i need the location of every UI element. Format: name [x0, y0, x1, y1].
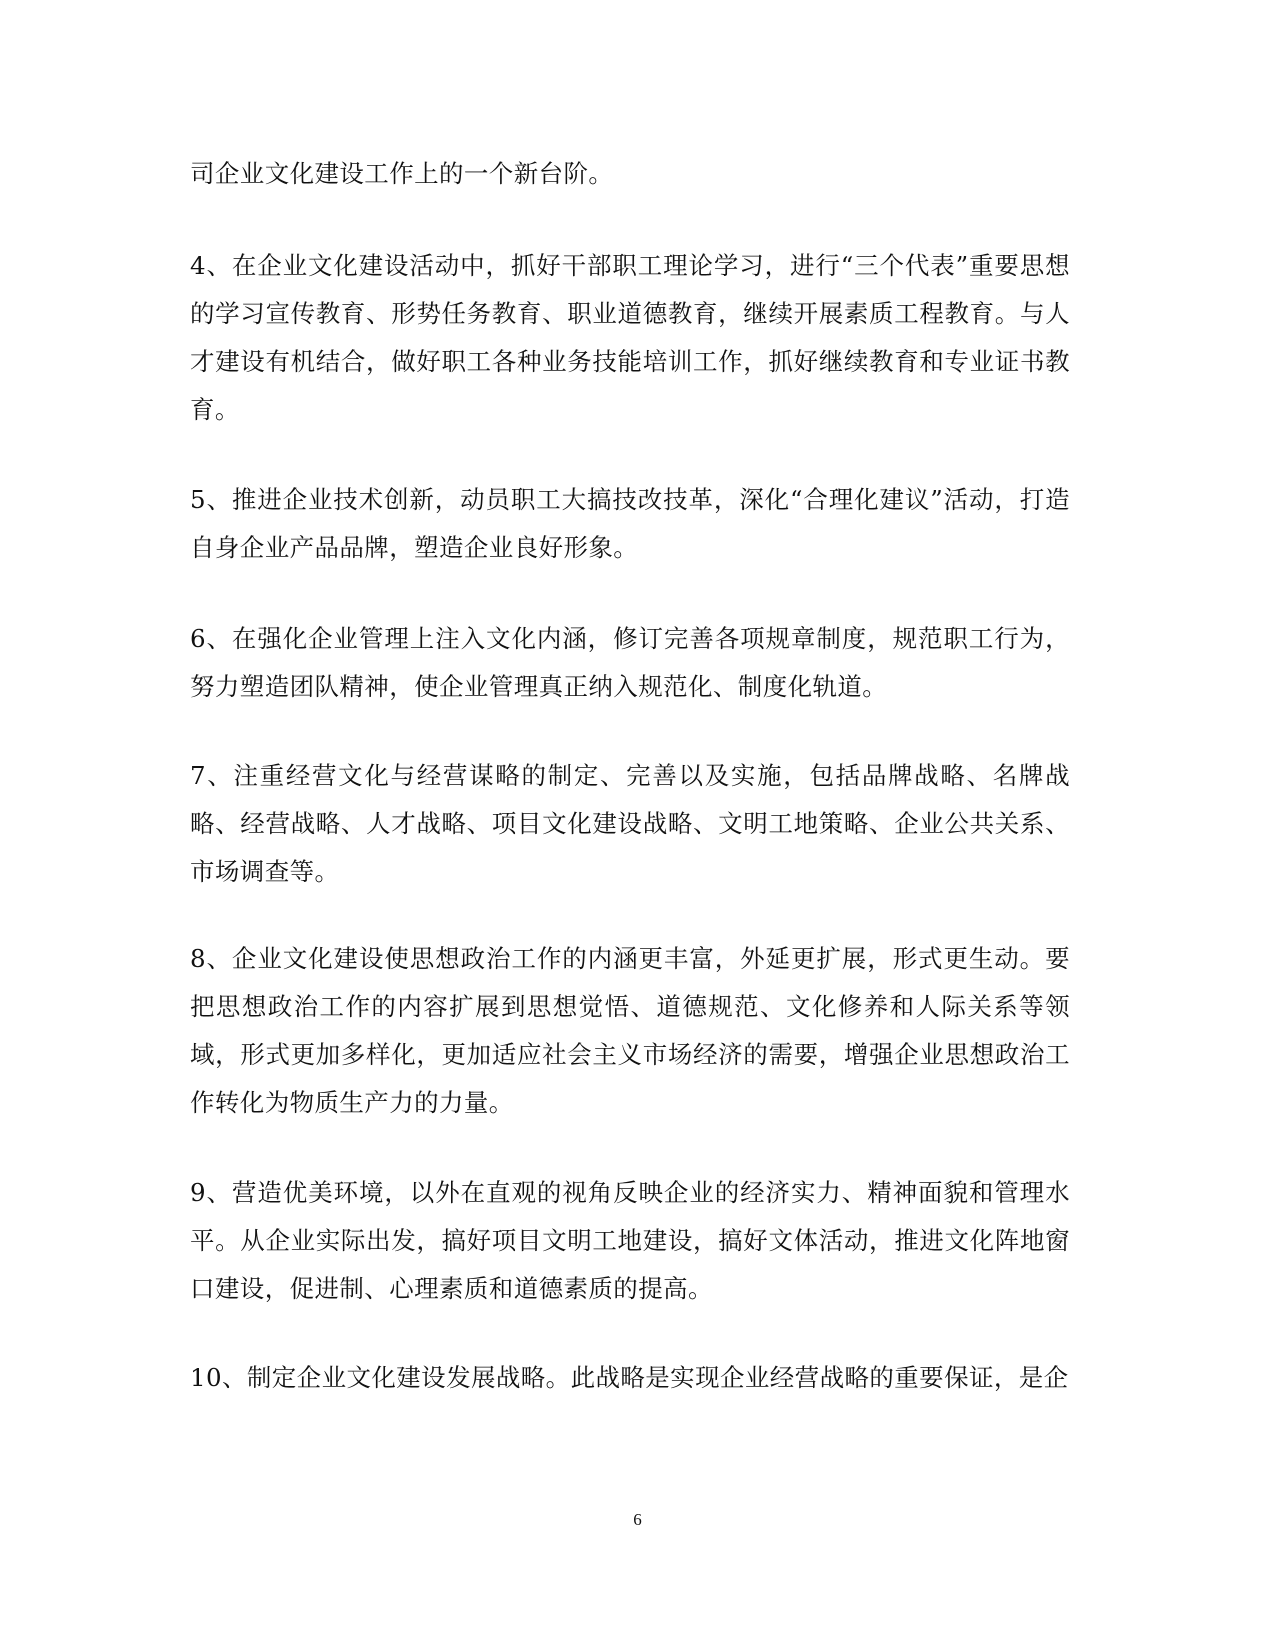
paragraph-item-10: 10、制定企业文化建设发展战略。此战略是实现企业经营战略的重要保证，是企	[190, 1363, 1069, 1392]
paragraph-item-8: 8、企业文化建设使思想政治工作的内涵更丰富，外延更扩展，形式更生动。要把思想政治工作的内容扩展到思想觉悟、道德规范、文化修养和人际关系等领域，形式更加多样化，更加适应社会主义市场经济的需要，增强企业思想政治工作转化为物质生产力的力量。	[190, 944, 1070, 1117]
paragraph-item-7: 7、注重经营文化与经营谋略的制定、完善以及实施，包括品牌战略、名牌战略、经营战略、人才战略、项目文化建设战略、文明工地策略、企业公共关系、市场调查等。	[190, 761, 1070, 886]
paragraph-item-4: 4、在企业文化建设活动中，抓好干部职工理论学习，进行“三个代表”重要思想的学习宣传教育、形势任务教育、职业道德教育，继续开展素质工程教育。与人才建设有机结合，做好职工各种业务技能培训工作，抓好继续教育和专业证书教育。	[190, 251, 1070, 424]
paragraph-item-6: 6、在强化企业管理上注入文化内涵，修订完善各项规章制度，规范职工行为，努力塑造团队精神，使企业管理真正纳入规范化、制度化轨道。	[190, 624, 1070, 701]
page-number: 6	[633, 1510, 642, 1529]
paragraph-item-5: 5、推进企业技术创新，动员职工大搞技改技革，深化“合理化建议”活动，打造自身企业产品品牌，塑造企业良好形象。	[190, 485, 1070, 562]
paragraph-item-9: 9、营造优美环境，以外在直观的视角反映企业的经济实力、精神面貌和管理水平。从企业实际出发，搞好项目文明工地建设，搞好文体活动，推进文化阵地窗口建设，促进制、心理素质和道德素质的提高。	[190, 1178, 1070, 1303]
paragraph-continuation: 司企业文化建设工作上的一个新台阶。	[190, 159, 614, 188]
